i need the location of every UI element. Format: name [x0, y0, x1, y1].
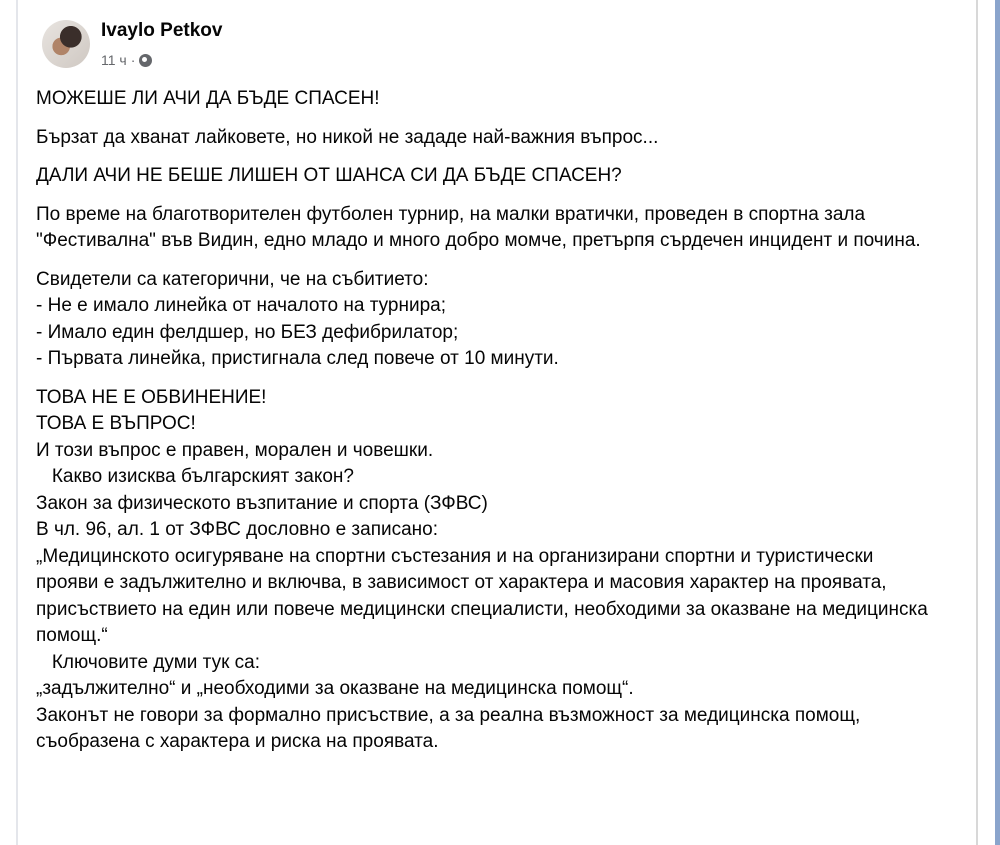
post-line: Какво изисква българският закон?: [36, 466, 354, 487]
post-line: И този въпрос е правен, морален и човешки.: [36, 439, 434, 461]
scrollbar[interactable]: [995, 0, 1000, 845]
post-line: МОЖЕШЕ ЛИ АЧИ ДА БЪДЕ СПАСЕН!: [36, 88, 380, 109]
post-line: Свидетели са категорични, че на събитието:: [36, 268, 429, 290]
post-line: - Не е имало линейка от началото на турнира;: [36, 295, 447, 316]
post-line: - Първата линейка, пристигнала след повече от 10 минути.: [36, 348, 559, 369]
right-border: [976, 0, 978, 845]
post-line: ДАЛИ АЧИ НЕ БЕШЕ ЛИШЕН ОТ ШАНСА СИ ДА БЪДЕ СПАСЕН?: [36, 165, 622, 186]
left-border: [16, 0, 18, 845]
globe-icon: [139, 54, 152, 67]
post-line: „Медицинското осигуряване на спортни състезания и на организирани спортни и туристически прояви е задължително и включва, в зависимост от характера и масовия характер на проявата, присъствието на един или повече медицински специалисти, необходими за оказване на медицинска помощ.“: [36, 545, 928, 646]
post-line: Бързат да хванат лайковете, но никой не зададе най-важния въпрос...: [36, 126, 659, 148]
post-line: ТОВА НЕ Е ОБВИНЕНИЕ!: [36, 386, 267, 408]
post-body: [36, 86, 966, 756]
post-line: „задължително“ и „необходими за оказване на медицинска помощ“.: [36, 678, 634, 699]
post-line: - Имало един фелдшер, но БЕЗ дефибрилатор;: [36, 321, 459, 343]
post-line: В чл. 96, ал. 1 от ЗФВС дословно е записано:: [36, 519, 439, 540]
post-meta: [101, 52, 152, 68]
author-name[interactable]: Ivaylo Petkov: [101, 20, 223, 41]
post-line: Законът не говори за формално присъствие, а за реална възможност за медицинска помощ, съобразена с характера и риска на проявата.: [36, 704, 861, 752]
separator: ·: [130, 52, 136, 68]
post-line: Ключовите думи тук са:: [36, 651, 261, 673]
post-line: ТОВА Е ВЪПРОС!: [36, 413, 196, 434]
post-line: По време на благотворителен футболен турнир, на малки вратички, проведен в спортна зала "Фестивална" във Видин, едно младо и много добро момче, претърпя сърдечен инцидент и почина.: [36, 203, 921, 251]
author-avatar[interactable]: [42, 20, 90, 68]
post-line: Закон за физическото възпитание и спорта (ЗФВС): [36, 492, 488, 514]
post-time[interactable]: 11 ч: [101, 52, 127, 68]
